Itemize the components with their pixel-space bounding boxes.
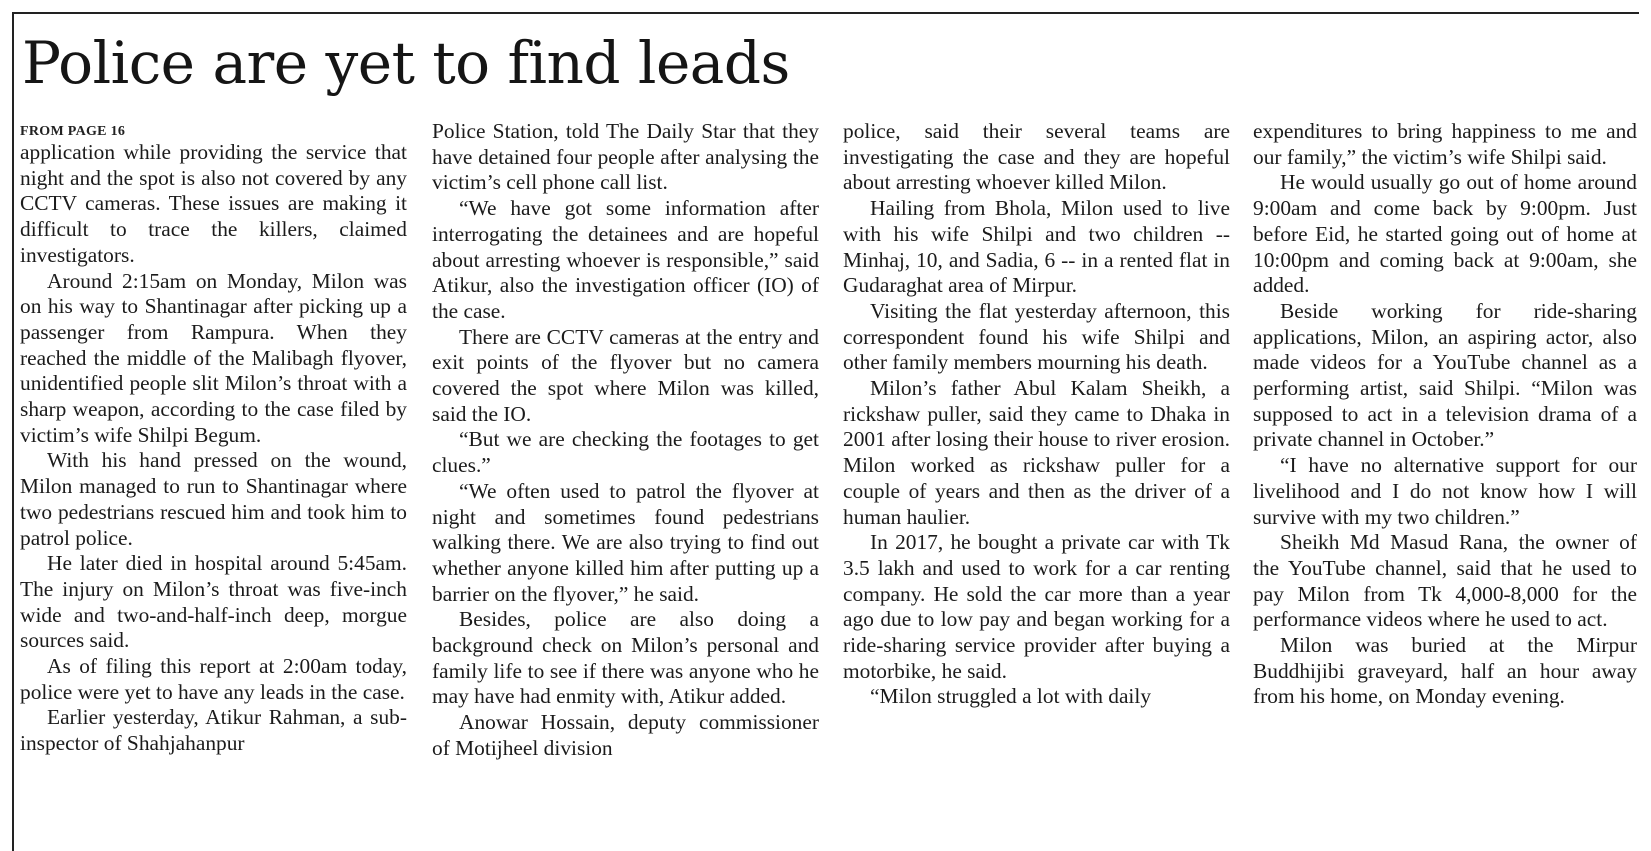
paragraph: Milon was buried at the Mirpur Buddhijibi graveyard, half an hour away from his home, on Monday evening.	[1253, 633, 1637, 709]
paragraph: “I have no alternative support for our livelihood and I do not know how I will survive with my two children.”	[1253, 453, 1637, 529]
paragraph: Hailing from Bhola, Milon used to live with his wife Shilpi and two children -- Minhaj, 10, and Sadia, 6 -- in a rented flat in Gudaraghat area of Mirpur.	[843, 196, 1230, 298]
paragraph: Besides, police are also doing a background check on Milon’s personal and family life to see if there was anyone who he may have had enmity with, Atikur added.	[432, 607, 819, 709]
paragraph: “We have got some information after interrogating the detainees and are hopeful about arresting whoever is responsible,” said Atikur, also the investigation officer (IO) of the case.	[432, 196, 819, 323]
article-column-1	[20, 119, 407, 757]
paragraph: With his hand pressed on the wound, Milon managed to run to Shantinagar where two pedestrians rescued him and took him to patrol police.	[20, 448, 407, 550]
left-rule	[12, 12, 14, 851]
paragraph: As of filing this report at 2:00am today, police were yet to have any leads in the case.	[20, 654, 407, 704]
paragraph: application while providing the service that night and the spot is also not covered by any CCTV cameras. These issues are making it difficult to trace the killers, claimed investigators.	[20, 140, 407, 267]
paragraph: expenditures to bring happiness to me and our family,” the victim’s wife Shilpi said.	[1253, 119, 1637, 169]
article-column-4	[1253, 119, 1637, 710]
paragraph: Anowar Hossain, deputy commissioner of Motijheel division	[432, 710, 819, 760]
paragraph: He later died in hospital around 5:45am. The injury on Milon’s throat was five-inch wide and two-and-half-inch deep, morgue sources said.	[20, 551, 407, 653]
paragraph: Earlier yesterday, Atikur Rahman, a sub-inspector of Shahjahanpur	[20, 705, 407, 756]
paragraph: In 2017, he bought a private car with Tk 3.5 lakh and used to work for a car renting company. He sold the car more than a year ago due to low pay and began working for a ride-sharing service provider after buying a motorbike, he said.	[843, 530, 1230, 683]
paragraph: “But we are checking the footages to get clues.”	[432, 427, 819, 478]
paragraph: Milon’s father Abul Kalam Sheikh, a rickshaw puller, said they came to Dhaka in 2001 after losing their house to river erosion. Milon worked as rickshaw puller for a couple of years and then as the driver of a human haulier.	[843, 376, 1230, 529]
paragraph: Police Station, told The Daily Star that they have detained four people after analysing the victim’s cell phone call list.	[432, 119, 819, 195]
article-column-3	[843, 119, 1230, 710]
paragraph: “We often used to patrol the flyover at night and sometimes found pedestrians walking there. We are also trying to find out whether anyone killed him after putting up a barrier on the flyover,” he said.	[432, 478, 819, 606]
article-column-2	[432, 119, 819, 762]
paragraph: Beside working for ride-sharing applications, Milon, an aspiring actor, also made videos for a YouTube channel as a performing artist, said Shilpi. “Milon was supposed to act in a television drama of a private channel in October.”	[1253, 298, 1637, 452]
paragraph: Visiting the flat yesterday afternoon, this correspondent found his wife Shilpi and other family members mourning his death.	[843, 298, 1230, 375]
paragraph: police, said their several teams are investigating the case and they are hopeful about arresting whoever killed Milon.	[843, 119, 1230, 195]
continued-from-kicker: FROM PAGE 16	[20, 124, 126, 139]
top-rule	[12, 12, 1639, 14]
headline: Police are yet to find leads	[22, 29, 790, 97]
paragraph: There are CCTV cameras at the entry and exit points of the flyover but no camera covered the spot where Milon was killed, said the IO.	[432, 324, 819, 426]
paragraph: Sheikh Md Masud Rana, the owner of the YouTube channel, said that he used to pay Milon from Tk 4,000-8,000 for the performance videos where he used to act.	[1253, 530, 1637, 632]
paragraph: He would usually go out of home around 9:00am and come back by 9:00pm. Just before Eid, he started going out of home at 10:00pm and coming back at 9:00am, she added.	[1253, 170, 1637, 298]
paragraph: Around 2:15am on Monday, Milon was on his way to Shantinagar after picking up a passenger from Rampura. When they reached the middle of the Malibagh flyover, unidentified people slit Milon’s throat with a sharp weapon, according to the case filed by victim’s wife Shilpi Begum.	[20, 268, 407, 447]
paragraph: “Milon struggled a lot with daily	[870, 684, 1152, 709]
